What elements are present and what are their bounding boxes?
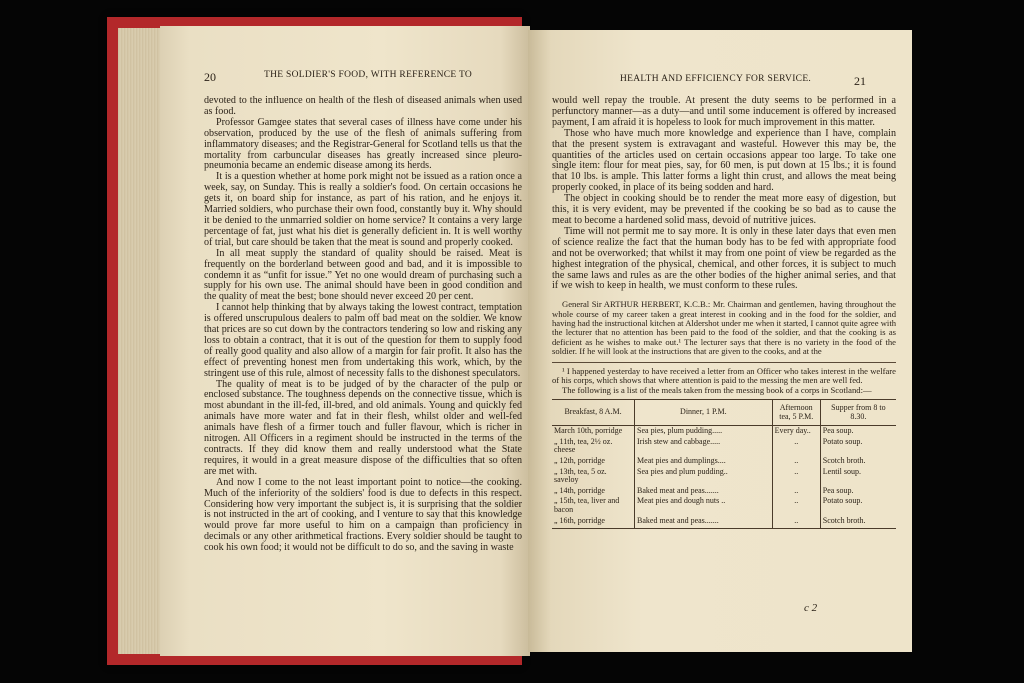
table-row [552,486,896,497]
signature-mark: c 2 [804,602,818,614]
table-cell: Lentil soup. [820,467,896,486]
table-cell: „ 11th, tea, 2½ oz. cheese [554,436,613,455]
table-cell: Sea pies and plum pudding.. [635,467,773,486]
page-edges [118,28,166,654]
table-cell: Scotch broth. [820,456,896,467]
table-cell: March 10th, porridge [554,426,623,436]
table-cell: Every day.. [772,426,820,437]
table-cell: Baked meat and peas....... [635,486,773,497]
table-cell: .. [772,456,820,467]
table-cell: Potato soup. [820,437,896,456]
footnote-paragraph: The following is a list of the meals taken from the messing book of a corps in Scotland:— [562,384,872,395]
table-header-tea: Afternoon tea, 5 P.M. [772,399,820,425]
left-paragraph: And now I come to the not least important point to notice—the cooking. Much of the inferiority of the soldiers' food is due to defects in this respect. Considering how very important the subject is, it is surprising that the soldier is not instructed in the art of cooking, and I venture to say that this knowledge would prove far more useful to him on a campaign than proficiency in decimals or any other arithmetical fractions. Every soldier should be taught to cook his own food; it would not be difficult to do so, and the saving in waste [204,476,522,554]
right-body [552,96,896,292]
right-paragraph: Time will not permit me to say more. It is only in these later days that even men of science realize the fact that the human body has to be fed with appropriate food and not be overworked; that whilst it may from one point of view be regarded as the highest integration of the physical, chemical, and other forces, it is subject to much the same laws and rules as are the other bodies of the higher animal series, and that if we wish to keep in health, we must conform to these rules. [552,225,896,292]
right-page [528,30,912,652]
table-cell: Sea pies, plum pudding..... [635,426,773,437]
table-cell: Pea soup. [820,426,896,437]
table-cell: Baked meat and peas....... [635,516,773,529]
left-body [204,96,522,554]
right-paragraph: The object in cooking should be to render the meat more easy of digestion, but this, it is very evident, may be prevented if the cooking be so bad as to cause the meat to become a hardened solid mass, devoid of nutritive juices. [552,193,896,226]
footnote-rule [552,362,896,363]
table-row [552,496,896,515]
table-cell: „ 13th, tea, 5 oz. saveloy [554,466,607,485]
table-cell: „ 16th, porridge [552,516,635,529]
left-paragraph: It is a question whether at home pork might not be issued as a ration once a week, say, on Sunday. This is really a soldier's food. On certain occasions he gets it, on board ship for instance, as part of his ration, and he enjoys it. Married soldiers, who purchase their own food, constantly buy it. Why should it be denied to the unmarried soldier on home service? It contains a very large percentage of fat, just what his diet is generally deficient in. It is well worthy of trial, but care should be taken that the meat is sound and properly cooked. [204,171,522,248]
table-header-dinner: Dinner, 1 P.M. [635,399,773,425]
table-cell: Pea soup. [820,486,896,497]
table-cell: Scotch broth. [820,516,896,529]
table-cell: „ 15th, tea, liver and bacon [554,496,620,514]
left-paragraph: In all meat supply the standard of quality should be raised. Meat is frequently on the borderland between good and bad, and it is impossible to condemn it as “unfit for issue.” Yet no one would dream of purchasing such a supply for his own use. The animal should have been in good condition and the quality of meat the best; bone should never exceed 20 per cent. [204,247,522,303]
table-cell: .. [772,437,820,456]
table-cell: .. [772,496,820,515]
table-row [552,467,896,486]
running-head-right: HEALTH AND EFFICIENCY FOR SERVICE. [620,74,812,84]
left-paragraph: devoted to the influence on health of the flesh of diseased animals when used as food. [204,96,522,117]
right-content [552,96,896,529]
left-paragraph: Professor Gamgee states that several cases of illness have come under his observation, produced by the use of the flesh of animals suffering from inflammatory diseases; and the Registrar-General for Scotland tells us that the mortality from carbuncular diseases has greatly increased since pleuro-pneumonia became an endemic disease among its herds. [204,116,522,172]
table-cell: „ 12th, porridge [554,455,605,465]
table-header-breakfast: Breakfast, 8 A.M. [552,399,635,425]
right-paragraph: Those who have much more knowledge and experience than I have, complain that the present system is extravagant and wasteful. However this may be, the quantities of the articles used on certain occasions appear too large. To take one single item: flour for meat pies, say, for 60 men, is put down at 15 lbs.; it is found that 10 lbs. is ample. This latter forms a light thin crust, and allows the meat being properly cooked, in place of its being sodden and hard. [552,127,896,194]
left-page [160,26,530,656]
table-cell: „ 14th, porridge [554,485,605,495]
footnote-paragraph: ¹ I happened yesterday to have received a letter from an Officer who takes interest in the welfare of his corps, which shows that where attention is paid to the messing the men are well fed. [552,366,896,386]
discussion-text [552,300,896,356]
table-cell: .. [772,467,820,486]
page-number-left: 20 [204,70,216,84]
table-header-row [552,399,896,425]
table-cell: Irish stew and cabbage..... [635,437,773,456]
table-cell: Meat pies and dumplings.... [635,456,773,467]
discussion-paragraph: General Sir ARTHUR HERBERT, K.C.B.: Mr. Chairman and gentlemen, having throughout the whole course of my career taken a great interest in cooking and in the food for the soldier, and having had the instructional kitchen at Aldershot under me when it started, I cannot quite agree with the lecturer that no attention has been paid to the food of the soldier, and that the cooking is as deficient as he wishes to make out.¹ The lecturer says that there is no variety in the food of the soldier. If he will look at the instructions that are given to the cooks, and at the [552,299,896,356]
table-cell: Meat pies and dough nuts .. [635,496,773,515]
footnote [552,367,896,395]
table-row [552,437,896,456]
page-number-right: 21 [854,74,866,88]
table-cell: .. [772,516,820,529]
table-row [552,456,896,467]
running-head-left: THE SOLDIER'S FOOD, WITH REFERENCE TO [264,70,473,80]
meals-table [552,399,896,529]
table-cell: Potato soup. [820,496,896,515]
table-cell: .. [772,486,820,497]
right-paragraph: would well repay the trouble. At present the duty seems to be performed in a perfunctory manner—as a duty—and until some inducement is offered by increased payment, I am afraid it is hopeless to look for much improvement in this matter. [552,96,896,128]
table-row [552,426,896,437]
table-row [552,516,896,529]
left-paragraph: I cannot help thinking that by always taking the lowest contract, temptation is offered unscrupulous dealers to palm off bad meat on the soldier. We know that prices are so cut down by the contractors tendering so low and risking any loss to obtain a contract, that it is out of the question for them to supply food of really good quality and also allow of a margin for fair profit. It also has the effect of preventing honest men from undertaking this work, which, by the stringent use of this rule, almost of necessity falls to the dishonest speculators. [204,302,522,379]
left-paragraph: The quality of meat is to be judged of by the character of the pulp or enclosed substance. The toughness depends on the connective tissue, which is most abundant in the ill-fed, ill-bred, and old animals. Young and quickly fed animals have more water and fat in their flesh, whilst older and well-fed animals have flesh of a firmer touch and fuller flavour, which is richer in nitrogen. All Officers in a regiment should be instructed in the terms of the contracts. If they did know them and really understood what the State requires, it would in a great measure dispose of the difficulties that so often are met with. [204,378,522,477]
table-header-supper: Supper from 8 to 8.30. [820,399,896,425]
